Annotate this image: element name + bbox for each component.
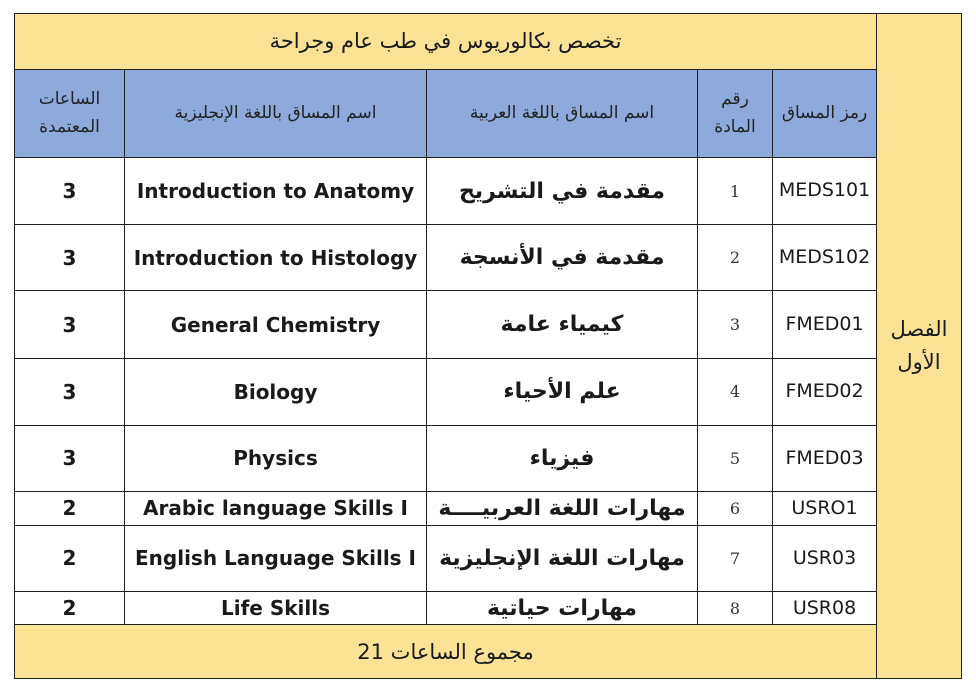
header-arabic-name: اسم المساق باللغة العربية — [427, 69, 698, 158]
number-cell: 5 — [698, 425, 773, 492]
number-cell: 4 — [698, 359, 773, 426]
table-row — [15, 592, 962, 625]
credits-cell: 3 — [15, 224, 125, 291]
number-cell: 6 — [698, 492, 773, 525]
code-cell: FMED02 — [773, 359, 877, 426]
number-cell: 7 — [698, 525, 773, 592]
header-row — [15, 69, 962, 158]
code-cell: USR03 — [773, 525, 877, 592]
english-name-cell: Physics — [125, 425, 427, 492]
program-title: تخصص بكالوريوس في طب عام وجراحة — [15, 14, 877, 70]
table-row — [15, 492, 962, 525]
arabic-name-cell: فيزياء — [427, 425, 698, 492]
total-row — [15, 625, 962, 679]
title-row — [15, 14, 962, 70]
english-name-cell: General Chemistry — [125, 291, 427, 359]
code-cell: FMED01 — [773, 291, 877, 359]
english-name-cell: Introduction to Anatomy — [125, 158, 427, 225]
number-cell: 8 — [698, 592, 773, 625]
table-row — [15, 525, 962, 592]
credits-cell: 3 — [15, 291, 125, 359]
code-cell: FMED03 — [773, 425, 877, 492]
header-course-code: رمز المساق — [773, 69, 877, 158]
header-english-name: اسم المساق باللغة الإنجليزية — [125, 69, 427, 158]
number-cell: 2 — [698, 224, 773, 291]
english-name-cell: Life Skills — [125, 592, 427, 625]
arabic-name-cell: مهارات اللغة العربيــــة — [427, 492, 698, 525]
english-name-cell: Arabic language Skills I — [125, 492, 427, 525]
credits-cell: 2 — [15, 525, 125, 592]
table-row — [15, 224, 962, 291]
arabic-name-cell: مقدمة في التشريح — [427, 158, 698, 225]
table-row — [15, 291, 962, 359]
semester-label: الفصل الأول — [877, 14, 962, 679]
english-name-cell: Introduction to Histology — [125, 224, 427, 291]
arabic-name-cell: مقدمة في الأنسجة — [427, 224, 698, 291]
credits-cell: 3 — [15, 359, 125, 426]
number-cell: 1 — [698, 158, 773, 225]
code-cell: USRO1 — [773, 492, 877, 525]
arabic-name-cell: كيمياء عامة — [427, 291, 698, 359]
header-credits: الساعات المعتمدة — [15, 69, 125, 158]
english-name-cell: English Language Skills I — [125, 525, 427, 592]
total-hours: مجموع الساعات 21 — [15, 625, 877, 679]
study-plan-table — [14, 13, 962, 679]
code-cell: MEDS102 — [773, 224, 877, 291]
code-cell: MEDS101 — [773, 158, 877, 225]
table-row — [15, 359, 962, 426]
table-row — [15, 425, 962, 492]
english-name-cell: Biology — [125, 359, 427, 426]
arabic-name-cell: مهارات اللغة الإنجليزية — [427, 525, 698, 592]
header-course-number: رقم المادة — [698, 69, 773, 158]
table-row — [15, 158, 962, 225]
arabic-name-cell: علم الأحياء — [427, 359, 698, 426]
code-cell: USR08 — [773, 592, 877, 625]
credits-cell: 3 — [15, 158, 125, 225]
number-cell: 3 — [698, 291, 773, 359]
arabic-name-cell: مهارات حياتية — [427, 592, 698, 625]
credits-cell: 2 — [15, 492, 125, 525]
credits-cell: 3 — [15, 425, 125, 492]
credits-cell: 2 — [15, 592, 125, 625]
